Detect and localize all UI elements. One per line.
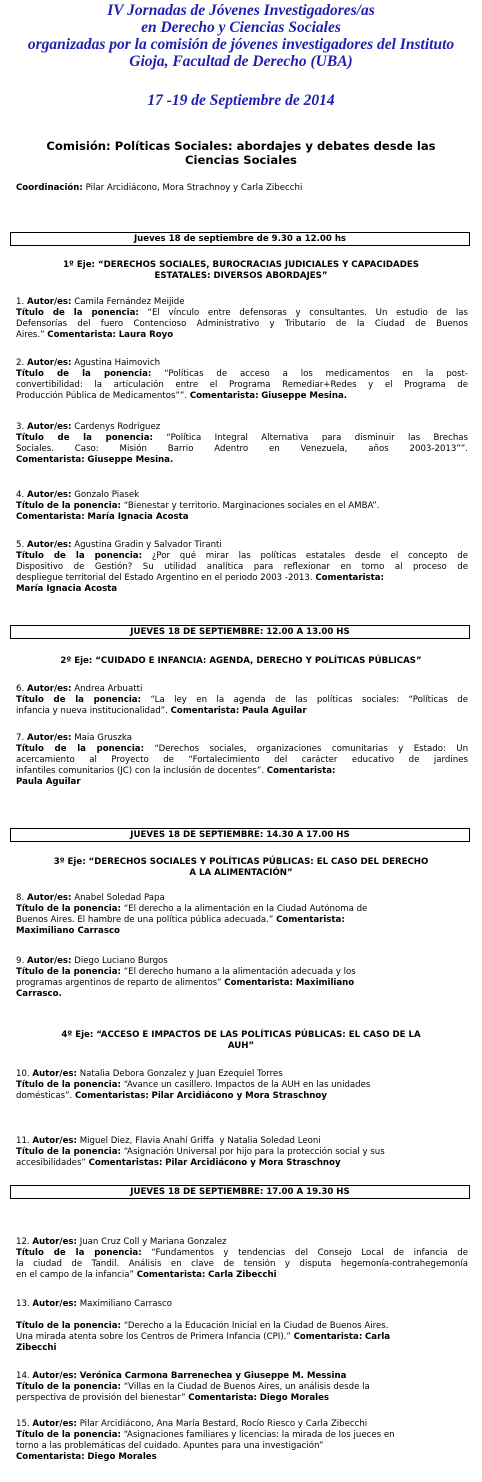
entry-commentator: Giuseppe Mesina. [261, 391, 348, 401]
entry-authors: Miguel Diez, Flavia Anahí Griffa y Natalia Soledad Leoni [79, 1136, 321, 1146]
header-title-line-3: organizadas por la comisión de jóvenes investigadores del Instituto [27, 36, 455, 53]
entry-commentator: Giuseppe Mesina. [87, 455, 174, 465]
entry-commentator: Maximiliano Carrasco [16, 926, 120, 936]
axis-1-line-1: 1º Eje: “DERECHOS SOCIALES, BUROCRACIAS JUDICIALES Y CAPACIDADES [63, 260, 419, 270]
axis-1-line-2: ESTATALES: DIVERSOS ABORDAJES” [154, 271, 328, 281]
entry-authors: Maximiliano Carrasco [79, 1299, 172, 1309]
session-header-4: JUEVES 18 DE SEPTIEMBRE: 17.00 A 19.30 HS [10, 1185, 470, 1199]
presentation-entry-3: 3. Autor/es: Cardenys Rodríguez Título de la ponencia: “Política Integral Alternativa para disminuir las Brechas Sociales. Caso: Misión Barrio Adentro en Venezuela, años 2003-2013””. Comentarista: Giuseppe Mesina. [16, 422, 469, 465]
commission-title-line-2: Ciencias Sociales [185, 153, 297, 167]
entry-commentator: Pilar Arcidiácono y Mora Straschnoy [165, 1158, 341, 1168]
entry-commentator: Laura Royo [118, 330, 174, 340]
entry-authors: Andrea Arbuatti [74, 684, 143, 694]
axis-4-line-1: 4º Eje: “ACCESO E IMPACTOS DE LAS POLÍTICAS PÚBLICAS: EL CASO DE LA [61, 1030, 421, 1040]
entry-authors: Diego Luciano Burgos [74, 956, 168, 966]
entry-authors: Camila Fernández Meijide [74, 297, 185, 307]
coordination-label: Coordinación: [16, 183, 83, 193]
presentation-entry-4: 4. Autor/es: Gonzalo Piasek Título de la ponencia: “Bienestar y territorio. Marginaciones sociales en el AMBA”. Comentarista: María Ignacia Acosta [16, 490, 380, 522]
event-dates: 17 -19 de Septiembre de 2014 [147, 92, 335, 109]
entry-authors: Agustina Gradin y Salvador Tiranti [74, 540, 222, 550]
session-header-3: JUEVES 18 DE SEPTIEMBRE: 14.30 A 17.00 HS [10, 828, 470, 842]
header-title-line-4: Gioja, Facultad de Derecho (UBA) [129, 53, 353, 70]
presentation-entry-6: 6. Autor/es: Andrea Arbuatti Título de la ponencia: “La ley en la agenda de las políticas sociales: “Políticas de infancia y nueva institucionalidad”. Comentarista: Paula Aguilar [16, 684, 469, 716]
entry-authors: Maia Gruszka [74, 733, 133, 743]
entry-authors: Pilar Arcidiácono, Ana María Bestard, Rocío Riesco y Carla Zibecchi [79, 1419, 368, 1429]
session-header-1: Jueves 18 de septiembre de 9.30 a 12.00 hs [10, 232, 470, 246]
coordination [16, 183, 302, 193]
presentation-entry-5: 5. Autor/es: Agustina Gradin y Salvador Tiranti Título de la ponencia: ¿Por qué mirar las políticas estatales desde el concepto de Dispositivo de Gestión? Su utilidad analítica para reflexionar en torno al proceso de despliegue territorial del Estado Argentino en el periodo 2003 -2013. Comentarista: María Ignacia Acosta [16, 540, 469, 594]
entry-commentator: María Ignacia Acosta [16, 584, 118, 594]
axis-3-line-2: A LA ALIMENTACIÓN” [189, 868, 293, 878]
header-title-line-1: IV Jornadas de Jóvenes Investigadores/as [107, 2, 375, 19]
presentation-entry-1: 1. Autor/es: Camila Fernández Meijide Título de la ponencia: “El vínculo entre defensoras y consultantes. Un estudio de las Defensorías del fuero Contencioso Administrativo y Tributario de la Ciudad de Buenos Aires.” Comentarista: Laura Royo [16, 297, 469, 340]
entry-commentator: Carla Zibecchi [208, 1270, 277, 1280]
presentation-entry-10: 10. Autor/es: Natalia Debora Gonzalez y Juan Ezequiel Torres Título de la ponencia: “Avance un casillero. Impactos de la AUH en las unidades domésticas”. Comentaristas: Pilar Arcidiácono y Mora Straschnoy [16, 1069, 371, 1101]
presentation-entry-11: 11. Autor/es: Miguel Diez, Flavia Anahí Griffa y Natalia Soledad Leoni Título de la ponencia: “Asignación Universal por hijo para la protección social y sus accesibilidades” Comentaristas: Pilar Arcidiácono y Mora Straschnoy [16, 1136, 385, 1168]
entry-commentator: Paula Aguilar [16, 777, 81, 787]
entry-commentator: Paula Aguilar [242, 706, 307, 716]
axis-4-line-2: AUH” [227, 1041, 255, 1051]
presentation-entry-13: 13. Autor/es: Maximiliano Carrasco Título de la ponencia: “Derecho a la Educación Inicial en la Ciudad de Buenos Aires. Una mirada atenta sobre los Centros de Primera Infancia (CPI).” Comentarista: Carla Zibecchi [16, 1299, 391, 1353]
presentation-entry-12: 12. Autor/es: Juan Cruz Coll y Mariana Gonzalez Título de la ponencia: “Fundamentos y tendencias del Consejo Local de infancia de la ciudad de Tandil. Análisis en clave de tensión y disputa hegemonía-contrahegemonía en el campo de la infancia” Comentarista: Carla Zibecchi [16, 1237, 469, 1280]
presentation-entry-7: 7. Autor/es: Maia Gruszka Título de la ponencia: “Derechos sociales, organizaciones comunitarias y Estado: Un acercamiento al Proyecto de “Fortalecimiento del carácter educativo de jardines infantiles comunitarios (JC) con la inclusión de docentes”. Comentarista: Paula Aguilar [16, 733, 469, 787]
coordination-names: Pilar Arcidiácono, Mora Strachnoy y Carla Zibecchi [85, 183, 303, 193]
entry-authors: Natalia Debora Gonzalez y Juan Ezequiel Torres [79, 1069, 283, 1079]
presentation-entry-9: 9. Autor/es: Diego Luciano Burgos Título de la ponencia: “El derecho humano a la alimentación adecuada y los programas argentinos de reparto de alimentos” Comentarista: Maximiliano Carrasco. [16, 956, 356, 999]
entry-authors: Gonzalo Piasek [74, 490, 140, 500]
entry-commentator: María Ignacia Acosta [87, 512, 189, 522]
header-title-line-2: en Derecho y Ciencias Sociales [141, 19, 341, 36]
entry-authors: Verónica Carmona Barrenechea y Giuseppe M. Messina [79, 1371, 347, 1381]
entry-authors: Agustina Haimovich [74, 358, 161, 368]
presentation-entry-2: 2. Autor/es: Agustina Haimovich Título de la ponencia: “Políticas de acceso a los medicamentos en la post- convertibilidad: la articulación entre el Programa Remediar+Redes y el Programa de Producción Pública de Medicamentos””. Comentarista: Giuseppe Mesina. [16, 358, 469, 401]
entry-authors: Anabel Soledad Papa [74, 893, 165, 903]
entry-commentator: Pilar Arcidiácono y Mora Straschnoy [151, 1091, 327, 1101]
entry-commentator: Diego Morales [259, 1393, 330, 1403]
presentation-entry-8: 8. Autor/es: Anabel Soledad Papa Título de la ponencia: “El derecho a la alimentación en la Ciudad Autónoma de Buenos Aires. El hambre de una política pública adecuada.” Comentarista: Maximiliano Carrasco [16, 893, 368, 936]
presentation-entry-15: 15. Autor/es: Pilar Arcidiácono, Ana María Bestard, Rocío Riesco y Carla Zibecchi Título de la ponencia: “Asignaciones familiares y licencias: la mirada de los jueces en torno a las problemáticas del cuidado. Apuntes para una investigación” Comentarista: Diego Morales [16, 1419, 395, 1462]
axis-3-line-1: 3º Eje: “DERECHOS SOCIALES Y POLÍTICAS PÚBLICAS: EL CASO DEL DERECHO [53, 857, 429, 867]
axis-2-line-1: 2º Eje: “CUIDADO E INFANCIA: AGENDA, DERECHO Y POLÍTICAS PÚBLICAS” [60, 656, 422, 666]
entry-authors: Cardenys Rodríguez [74, 422, 161, 432]
entry-commentator: Diego Morales [87, 1452, 157, 1462]
session-header-2: JUEVES 18 DE SEPTIEMBRE: 12.00 A 13.00 HS [10, 625, 470, 639]
presentation-entry-14: 14. Autor/es: Verónica Carmona Barrenechea y Giuseppe M. Messina Título de la ponencia: “Villas en la Ciudad de Buenos Aires, un análisis desde la perspectiva de provisión del bienestar” Comentarista: Diego Morales [16, 1371, 370, 1403]
entry-authors: Juan Cruz Coll y Mariana Gonzalez [79, 1237, 227, 1247]
commission-title-line-1: Comisión: Políticas Sociales: abordajes y debates desde las [46, 139, 436, 153]
